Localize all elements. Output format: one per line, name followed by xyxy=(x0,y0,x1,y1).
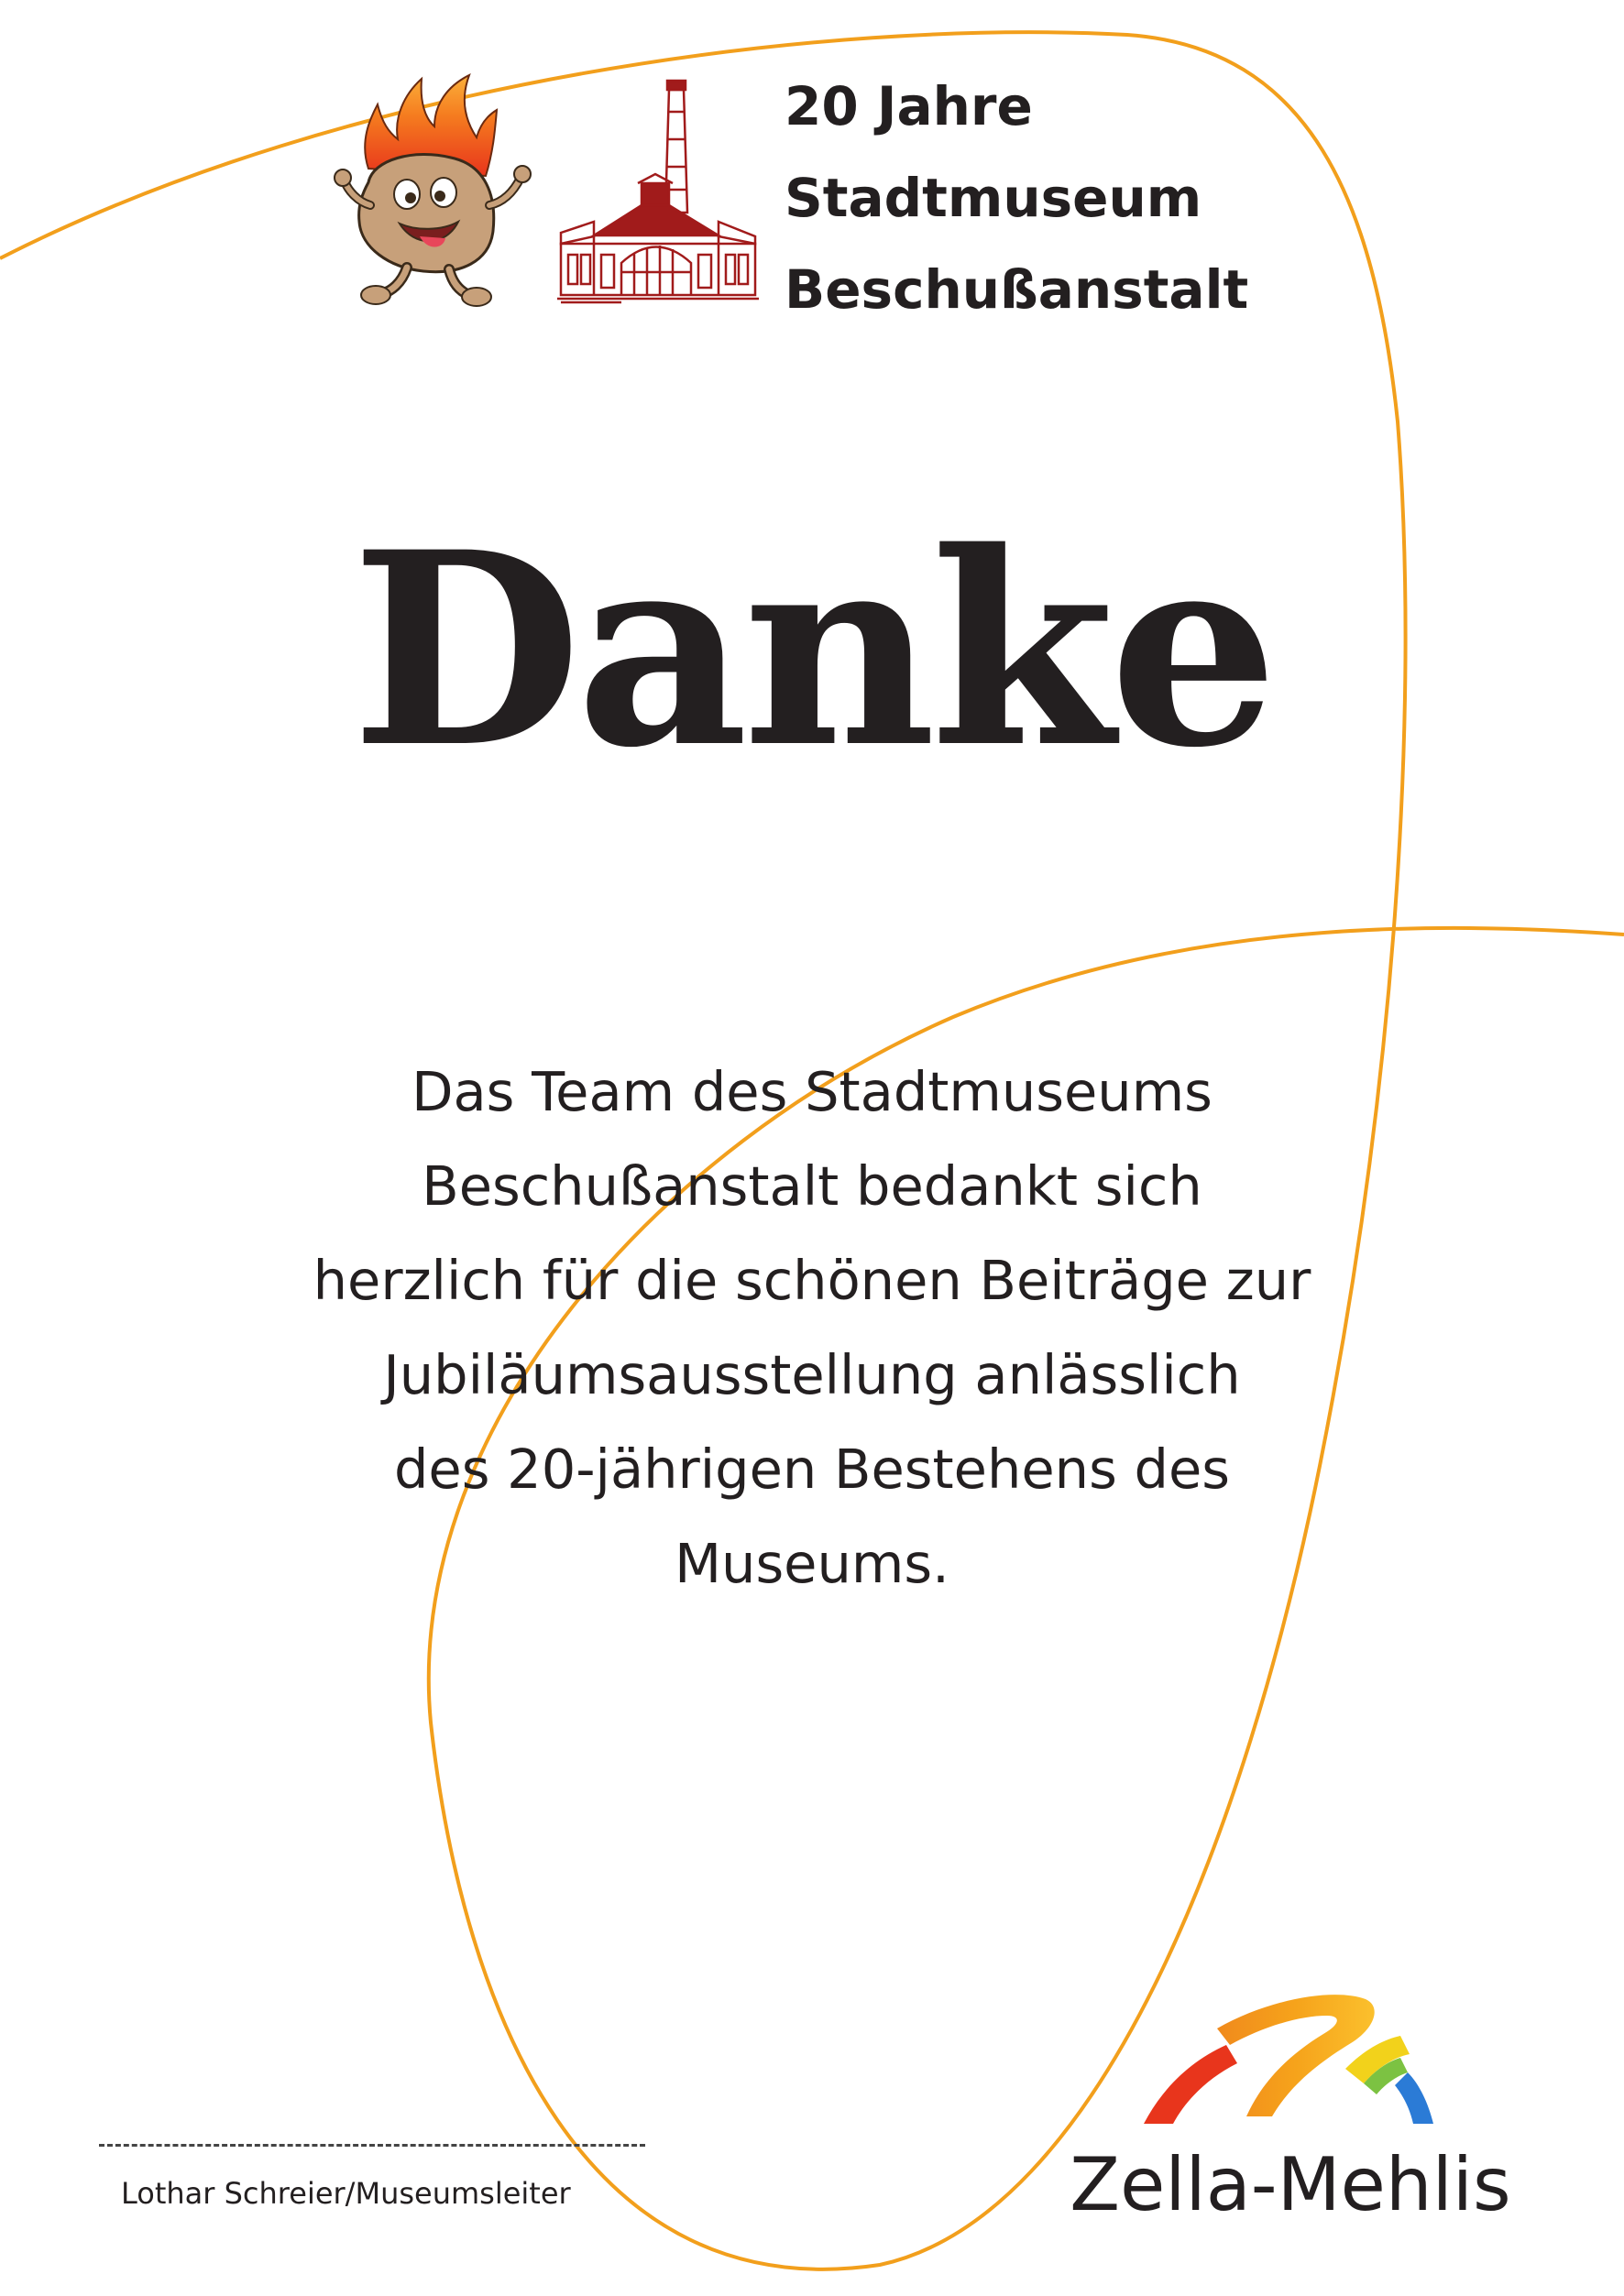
anniversary-line-2: Stadtmuseum xyxy=(785,167,1202,229)
message-line: herzlich für die schönen Beiträge zur xyxy=(313,1249,1311,1312)
message-line: Museums. xyxy=(675,1532,949,1595)
signature-line xyxy=(99,2144,645,2147)
anniversary-line-1: 20 Jahre xyxy=(785,75,1033,137)
museum-building-logo xyxy=(557,75,761,306)
rainbow-arc-logo xyxy=(1135,1970,1446,2144)
page-title: Danke xyxy=(351,495,1273,806)
thank-you-message xyxy=(216,1044,1408,1611)
mascot-logo xyxy=(332,68,535,312)
message-line: des 20-jährigen Bestehens des xyxy=(393,1438,1231,1501)
signature-name: Lothar Schreier/Museumsleiter xyxy=(121,2176,571,2211)
city-name: Zella-Mehlis xyxy=(1070,2142,1511,2227)
message-line: Jubiläumsausstellung anlässlich xyxy=(383,1343,1241,1406)
anniversary-heading xyxy=(785,60,1298,335)
message-line: Das Team des Stadtmuseums xyxy=(411,1060,1213,1123)
message-line: Beschußanstalt bedankt sich xyxy=(422,1154,1202,1218)
anniversary-line-3: Beschußanstalt xyxy=(785,258,1249,321)
